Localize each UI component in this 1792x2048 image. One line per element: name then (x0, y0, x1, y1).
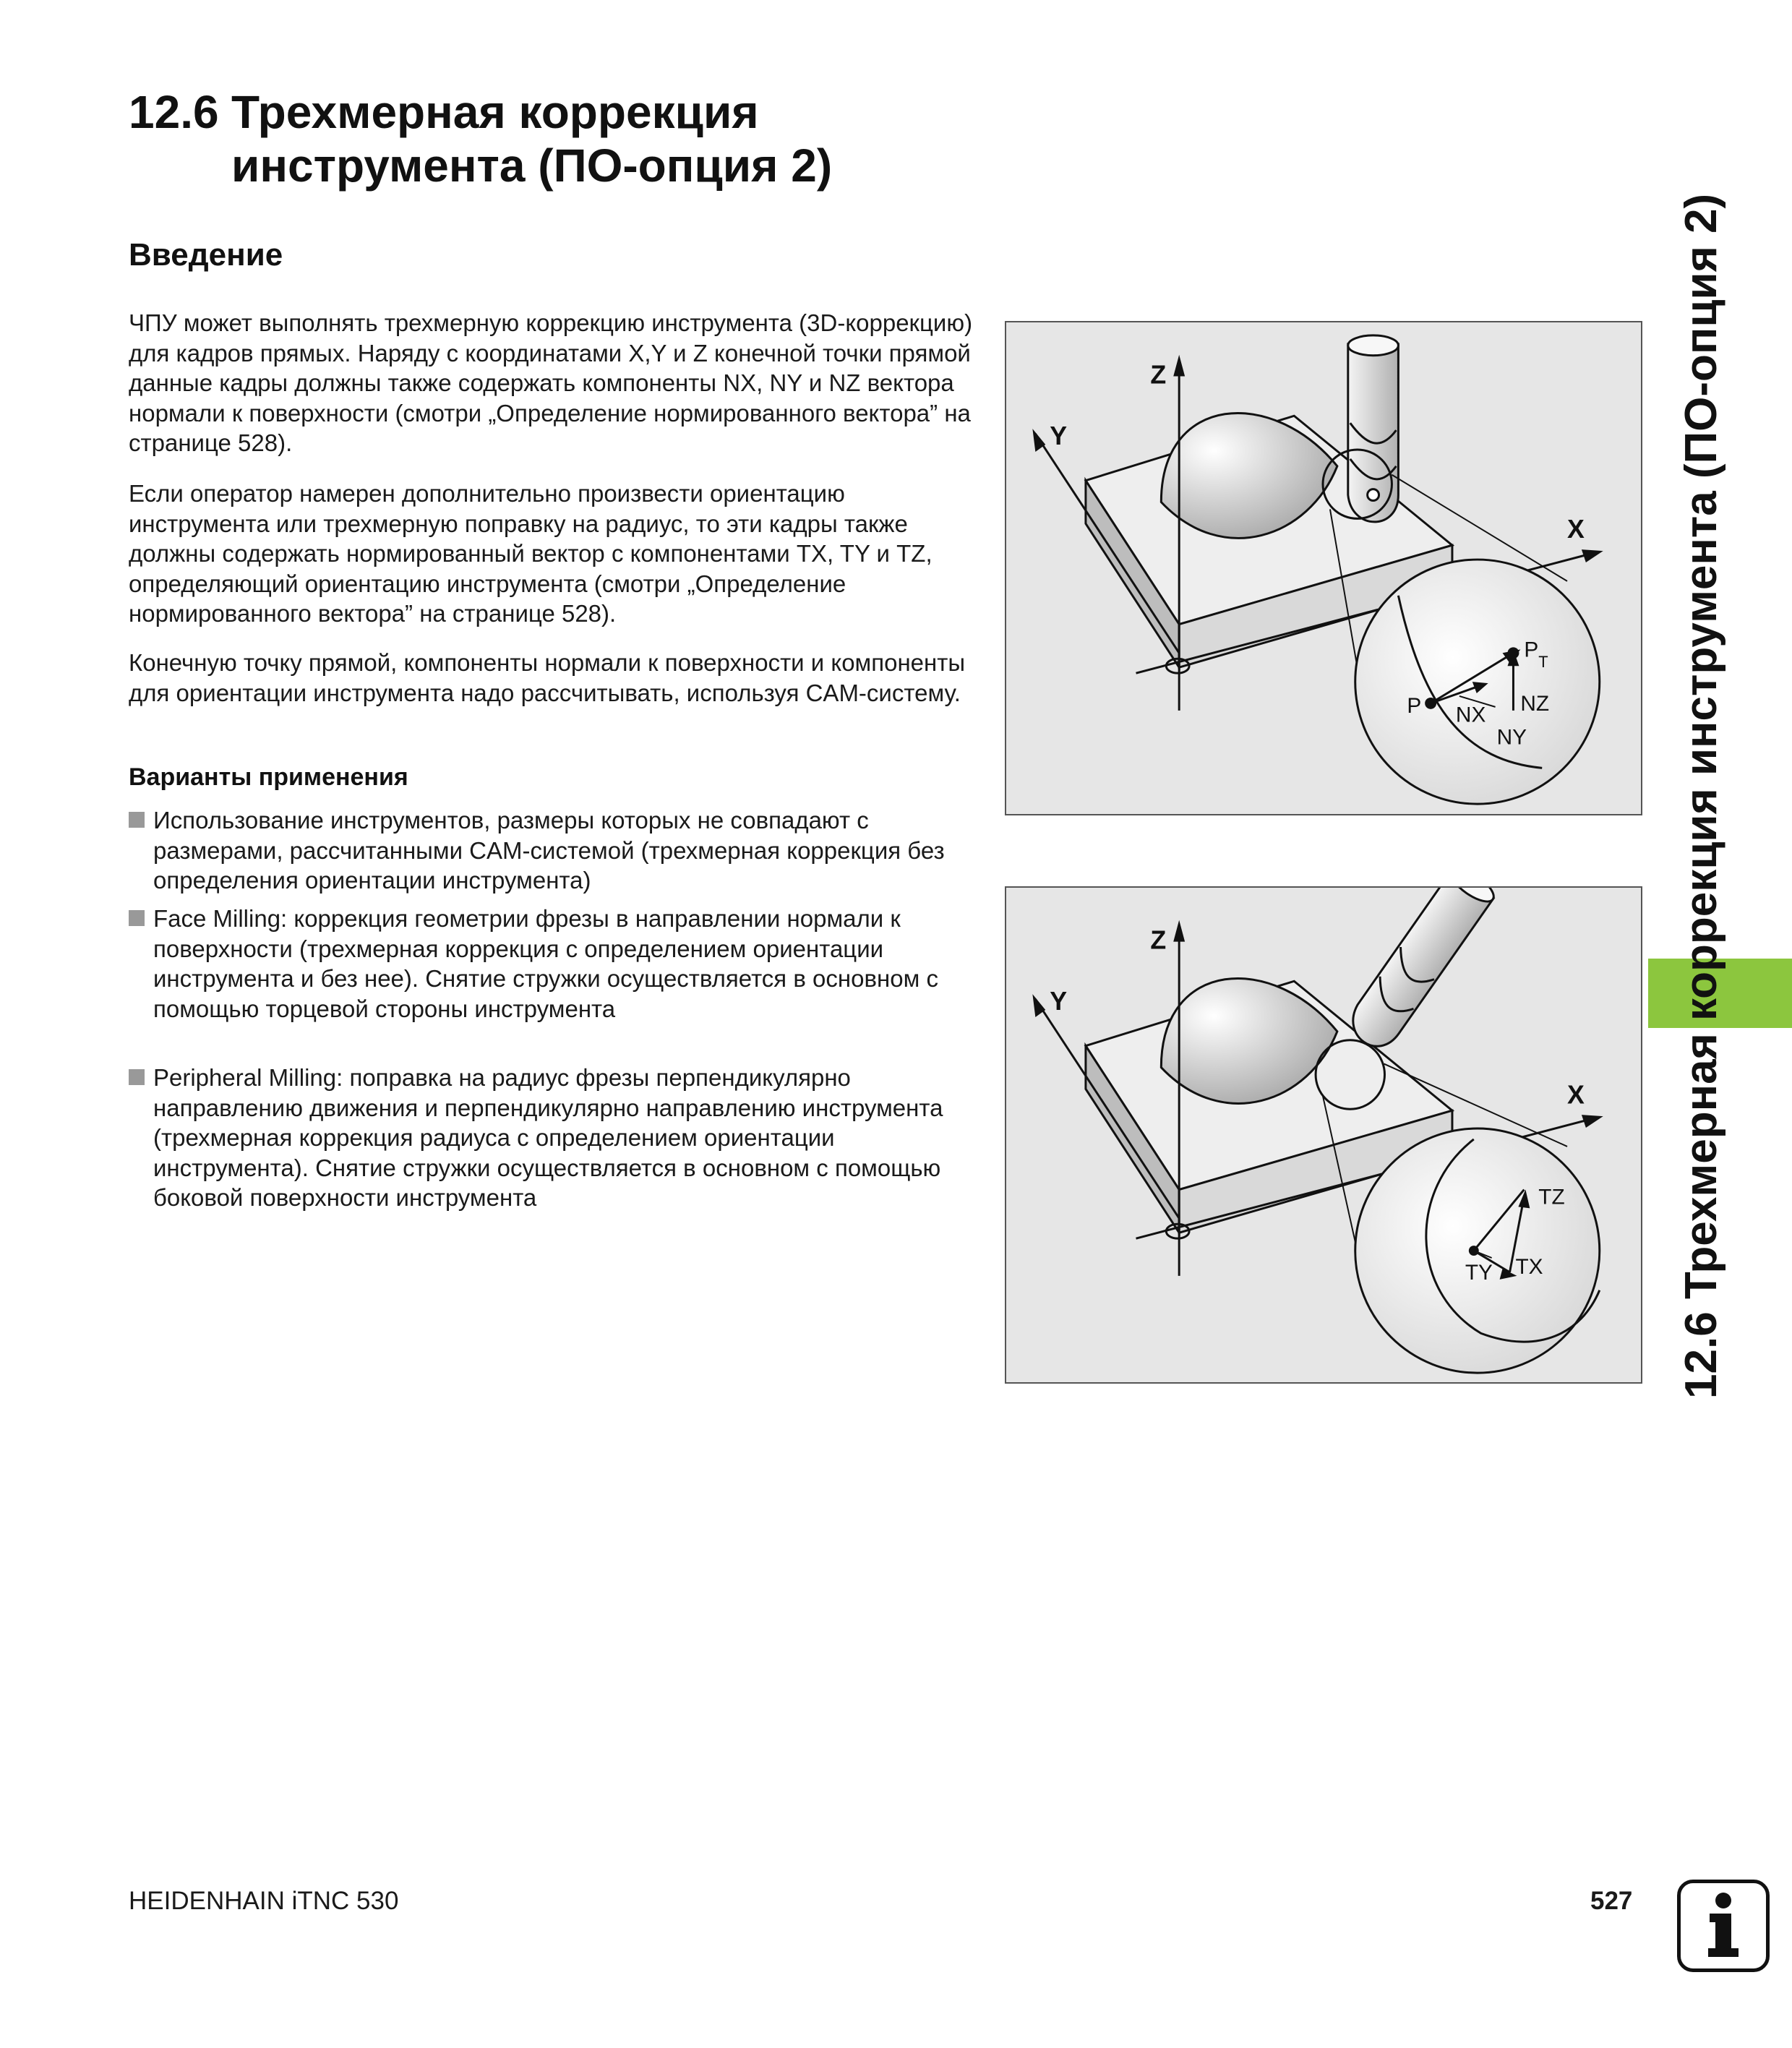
figure-tool-orientation (1005, 886, 1642, 1384)
section-number: 12.6 (129, 86, 219, 138)
axis-z-label: Z (1150, 360, 1167, 390)
tool-orientation-diagram (1006, 888, 1641, 1382)
ty-label: TY (1465, 1260, 1493, 1285)
list-item: Face Milling: коррекция геометрии фрезы в направлении нормали к поверхности (трехмерная коррекция с определением ориентации инструмента и без нее). Снятие стружки осуществляется в основном с помощью торцевой стороны инструмента (129, 904, 974, 1024)
bullet-square-icon (129, 812, 145, 828)
info-icon[interactable] (1677, 1880, 1770, 1972)
page-number: 527 (1590, 1887, 1633, 1915)
info-glyph (1681, 1883, 1766, 1968)
axis-x-label: X (1567, 515, 1585, 544)
intro-heading: Введение (129, 237, 283, 273)
ny-label: NY (1496, 725, 1527, 750)
axis-x-label: X (1567, 1080, 1585, 1110)
bullet-square-icon (129, 1069, 145, 1085)
footer-product: HEIDENHAIN iTNC 530 (129, 1887, 399, 1915)
intro-paragraph-3: Конечную точку прямой, компоненты нормали к поверхности и компоненты для ориентации инструмента надо рассчитывать, используя CAM-систему. (129, 649, 966, 706)
tx-label: TX (1515, 1254, 1543, 1279)
tz-label: TZ (1538, 1185, 1565, 1209)
figure-surface-normal (1005, 321, 1642, 815)
side-running-title: 12.6 Трехмерная коррекция инструмента (ПО-опция 2) (1676, 193, 1726, 1399)
intro-paragraph-2: Если оператор намерен дополнительно произвести ориентацию инструмента или трехмерную поправку на радиус, то эти кадры также должны содержать нормированный вектор с компонентами TX, TY и TZ, определяющий ориентацию инструмента (смотри „Определение нормированного вектора” на странице 528). (129, 480, 933, 627)
axis-y-label: Y (1050, 421, 1068, 451)
section-title-line2: инструмента (ПО-опция 2) (231, 140, 833, 192)
surface-normal-diagram (1006, 322, 1641, 814)
axis-y-label: Y (1050, 987, 1068, 1016)
list-item: Использование инструментов, размеры которых не совпадают с размерами, рассчитанными CAM-системой (трехмерная коррекция без определения ориентации инструмента) (129, 805, 974, 896)
point-pt-subscript: T (1538, 653, 1548, 672)
nx-label: NX (1455, 703, 1486, 727)
list-item: Peripheral Milling: поправка на радиус фрезы перпендикулярно направлению движения и перпендикулярно направлению инструмента (трехмерная коррекция радиуса с определением ориентации инструмента). Снятие стружки осуществляется в основном с помощью боковой поверхности инструмента (129, 1063, 974, 1213)
nz-label: NZ (1520, 691, 1550, 716)
axis-z-label: Z (1150, 925, 1167, 955)
point-p-label: P (1407, 693, 1422, 718)
section-title-line1: Трехмерная коррекция (231, 86, 759, 138)
bullet-square-icon (129, 910, 145, 926)
intro-paragraph-1: ЧПУ может выполнять трехмерную коррекцию инструмента (3D-коррекцию) для кадров прямых. Наряду с координатами X,Y и Z конечной точки прямой данные кадры должны также содержать компоненты NX, NY и NZ вектора нормали к поверхности (смотри „Определение нормированного вектора” на странице 528). (129, 309, 973, 456)
applications-heading: Варианты применения (129, 763, 408, 791)
point-pt-label: P (1524, 638, 1539, 662)
